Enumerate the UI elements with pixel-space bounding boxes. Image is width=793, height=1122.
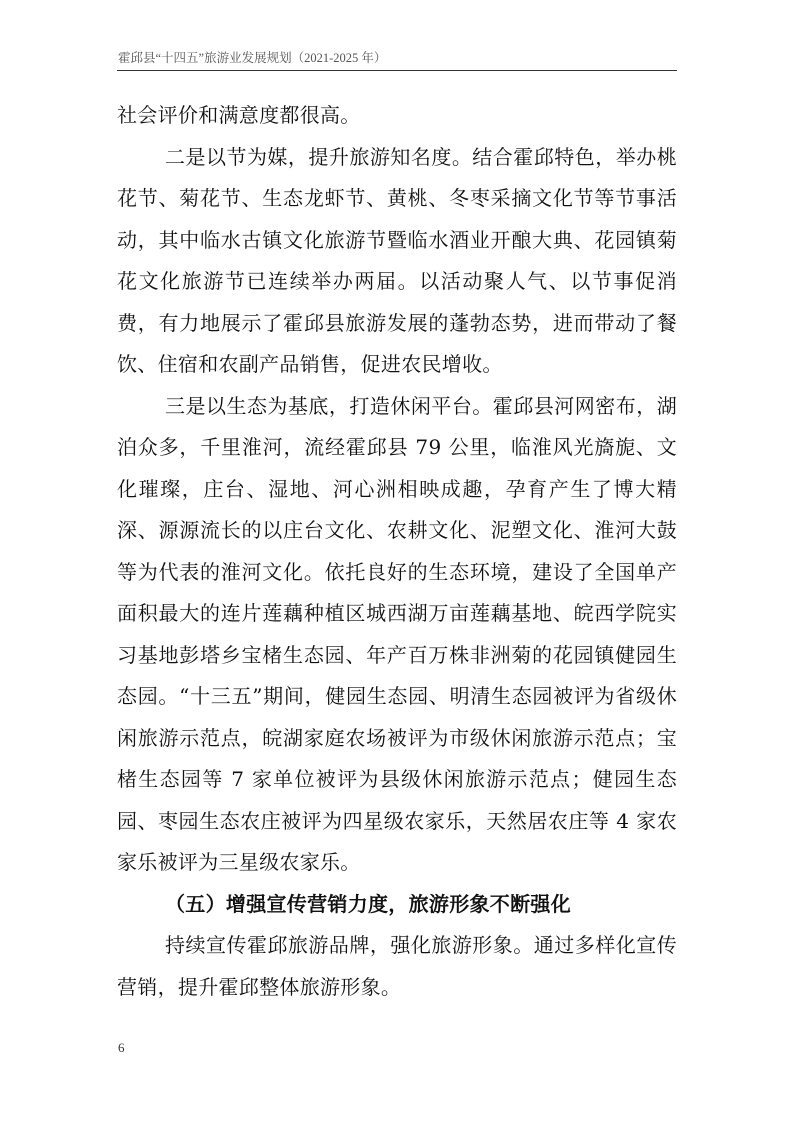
paragraph-ecology: 三是以生态为基底，打造休闲平台。霍邱县河网密布，湖泊众多，千里淮河，流经霍邱县 79 公里，临淮风光旖旎、文化璀璨，庄台、湿地、河心洲相映成趣，孕育产生了博大精深、源源流长的以庄台文化、农耕文化、泥塑文化、淮河大鼓等为代表的淮河文化。依托良好的生态环境，建设了全国单产面积最大的连片莲藕种植区城西湖万亩莲藕基地、皖西学院实习基地彭塔乡宝楮生态园、年产百万株非洲菊的花园镇健园生态园。“十三五”期间，健园生态园、明清生态园被评为省级休闲旅游示范点，皖湖家庭农场被评为市级休闲旅游示范点；宝楮生态园等 7 家单位被评为县级休闲旅游示范点；健园生态园、枣园生态农庄被评为四星级农家乐，天然居农庄等 4 家农家乐被评为三星级农家乐。 [117,393,677,874]
document-body [117,95,677,1008]
paragraph-festivals: 二是以节为媒，提升旅游知名度。结合霍邱特色，举办桃花节、菊花节、生态龙虾节、黄桃、冬枣采摘文化节等节事活动，其中临水古镇文化旅游节暨临水酒业开酿大典、花园镇菊花文化旅游节已连续举办两届。以活动聚人气、以节事促消费，有力地展示了霍邱县旅游发展的蓬勃态势，进而带动了餐饮、住宿和农副产品销售，促进农民增收。 [117,144,677,376]
paragraph-continuation: 社会评价和满意度都很高。 [117,103,361,127]
header-divider [117,70,677,71]
page-number: 6 [118,1040,125,1055]
running-header: 霍邱县“十四五”旅游业发展规划（2021-2025 年） [118,51,387,65]
paragraph-marketing: 持续宣传霍邱旅游品牌，强化旅游形象。通过多样化宣传营销，提升霍邱整体旅游形象。 [117,933,677,999]
section-heading: （五）增强宣传营销力度，旅游形象不断强化 [165,891,571,916]
